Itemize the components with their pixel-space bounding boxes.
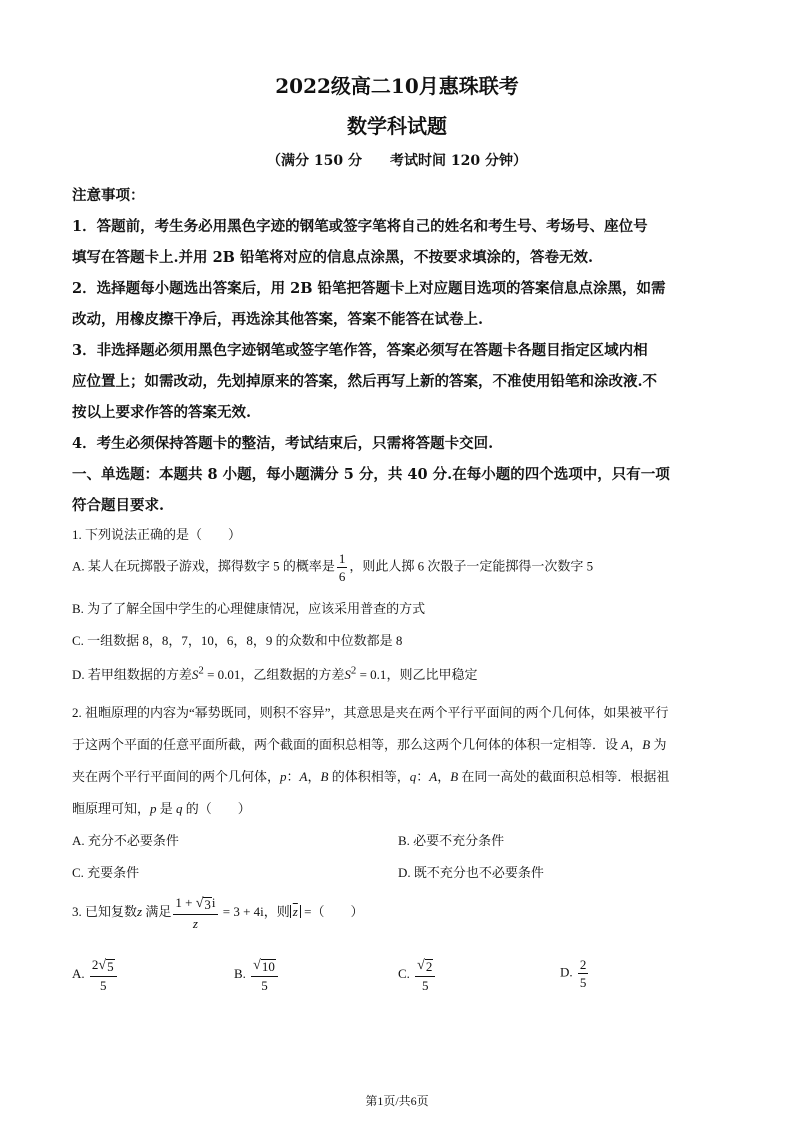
radicand: 10 (261, 959, 275, 974)
q1-d-text: D. 若甲组数据的方差 (72, 667, 192, 682)
fraction-numerator (173, 896, 217, 915)
var-a: A (621, 737, 630, 752)
q2-text: 暅原理可知， (72, 801, 151, 816)
q1-stem: 1. 下列说法正确的是（ ） (72, 527, 242, 542)
radical-sign: √ (98, 958, 107, 973)
q3-text: 3. 已知复数 (72, 904, 138, 920)
q1-option-d (72, 664, 477, 683)
sqrt (98, 959, 114, 974)
fraction-numerator (90, 958, 117, 977)
q2-line: 2. 祖暅原理的内容为“幂势既同，则积不容异”，其意思是夹在两个平行平面间的两个几何体，如果被平行 (72, 705, 669, 720)
radical-sign: √ (417, 958, 425, 973)
q2-text: 夹在两个平行平面间的两个几何体， (72, 769, 281, 784)
var-q: q (176, 801, 183, 816)
q2-option-c: C. 充要条件 (72, 865, 140, 880)
exponent: 2 (198, 664, 204, 677)
fraction-denominator: 5 (261, 978, 268, 994)
fraction (90, 958, 117, 992)
notice-line: 填写在答题卡上.并用 2B 铅笔将对应的信息点涂黑，不按要求填涂的，答卷无效. (72, 249, 594, 266)
var-b: B (320, 769, 329, 784)
notice-line: 4．考生必须保持答题卡的整洁，考试结束后，只需将答题卡交回. (72, 435, 494, 452)
fraction-denominator (191, 915, 200, 930)
fraction-numerator: 2 (579, 957, 587, 972)
q3-option-c (398, 958, 437, 992)
q2-option-b: B. 必要不充分条件 (398, 833, 505, 848)
q2-text: 为 (650, 737, 667, 752)
page-number: 第1页/共6页 (365, 1094, 429, 1108)
q2-option-a: A. 充分不必要条件 (72, 833, 179, 848)
option-label: A. (72, 966, 85, 982)
q1-a-text: A. 某人在玩掷骰子游戏，掷得数字 5 的概率是 (72, 558, 335, 574)
fraction-denominator: 5 (422, 978, 429, 994)
exam-title: 2022级高二10月惠珠联考 (275, 74, 519, 98)
var-q: q (409, 769, 417, 784)
variance-value: = 0.01 (203, 667, 241, 682)
exam-info (0, 150, 794, 170)
option-label: B. (234, 966, 246, 982)
q2-option-d: D. 既不充分也不必要条件 (398, 865, 544, 880)
score-info: （满分 150 分 (267, 153, 362, 169)
q1-d-text-end: ，则乙比甲稳定 (386, 667, 478, 682)
notice-line: 3．非选择题必须用黑色字迹钢笔或签字笔作答，答案必须写在答题卡各题目指定区域内相 (72, 342, 648, 359)
q1-option-b: B. 为了了解全国中学生的心理健康情况，应该采用普查的方式 (72, 601, 426, 616)
q2-text: 的体积相等， (328, 769, 410, 784)
notice-heading: 注意事项： (72, 187, 145, 204)
subject-title: 数学科试题 (347, 114, 447, 138)
fraction (173, 896, 217, 930)
notice-line: 应位置上；如需改动，先划掉原来的答案，然后再写上新的答案，不准使用铅笔和涂改液.不 (72, 373, 658, 390)
section-heading-cont: 符合题目要求. (72, 497, 165, 514)
notice-line: 1．答题前，考生务必用黑色字迹的钢笔或签字笔将自己的姓名和考生号、考场号、座位号 (72, 218, 648, 235)
fraction-numerator (415, 958, 435, 977)
coefficient: 2 (91, 957, 99, 972)
option-label: D. (560, 964, 573, 980)
numerator-part: 1 + (175, 895, 196, 910)
comma: ， (307, 769, 321, 784)
sqrt (417, 959, 433, 974)
fraction-numerator: 1 (338, 551, 346, 566)
notice-line: 按以上要求作答的答案无效. (72, 404, 252, 421)
q1-a-text-end: ，则此人掷 6 次骰子一定能掷得一次数字 5 (349, 558, 594, 574)
q3-equation: = 3 + 4i (219, 904, 264, 920)
var-z: z (137, 904, 143, 920)
variance-value: = 0.1 (356, 667, 387, 682)
radicand: 2 (425, 959, 433, 974)
radical-sign: √ (253, 958, 261, 973)
q2-text: 是 (156, 801, 177, 816)
q3-text: 满足 (142, 904, 172, 920)
option-label: C. (398, 966, 410, 982)
notice-line: 改动，用橡皮擦干净后，再选涂其他答案，答案不能答在试卷上. (72, 311, 484, 328)
sqrt (196, 897, 212, 912)
section-heading: 一、单选题：本题共 8 小题，每小题满分 5 分，共 40 分.在每小题的四个选项中，只有一项 (72, 466, 670, 483)
fraction-denominator: 5 (579, 975, 587, 990)
comma: ， (629, 737, 643, 752)
fraction-denominator: 5 (99, 978, 107, 994)
q3-text: =（ ） (300, 904, 364, 920)
q2-line (72, 766, 669, 785)
radicand: 5 (107, 959, 114, 974)
fraction (251, 958, 278, 992)
q2-text: 于这两个平面的任意平面所截，两个截面的面积总相等，那么这两个几何体的体积一定相等．设 (72, 737, 622, 752)
var-a: A (299, 769, 308, 784)
fraction-denominator: 6 (338, 569, 346, 584)
time-info: 考试时间 120 分钟） (390, 153, 527, 169)
notice-section (72, 180, 732, 521)
colon: ： (416, 769, 430, 784)
fraction (415, 958, 435, 992)
conjugate-z: $\overline{z}$ (292, 904, 298, 920)
q1-d-text-mid: ，乙组数据的方差 (240, 667, 345, 682)
var-p: p (280, 769, 287, 784)
fraction-numerator (251, 958, 278, 977)
q2-text: 在同一高处的截面积总相等．根据祖 (458, 769, 670, 784)
var-b: B (450, 769, 459, 784)
q3-option-b (234, 958, 280, 992)
var-z: z (192, 916, 198, 932)
exponent: 2 (350, 664, 357, 677)
q2-line (72, 734, 666, 753)
q3-option-a (72, 958, 119, 992)
q3-text: ，则 (263, 904, 290, 920)
radicand: 3 (204, 897, 211, 912)
q3-option-d (560, 958, 590, 989)
var-p: p (150, 801, 157, 816)
imaginary-unit: i (211, 895, 216, 910)
sqrt (253, 959, 276, 974)
var-a: A (429, 769, 438, 784)
q2-line (72, 798, 251, 817)
var-b: B (642, 737, 651, 752)
fraction (578, 958, 589, 989)
fraction (337, 552, 348, 583)
variance-symbol: S (344, 667, 351, 682)
q2-text: 的（ ） (182, 801, 251, 816)
q1-option-a (72, 552, 593, 583)
comma: ， (437, 769, 451, 784)
absolute-value (290, 905, 301, 918)
radical-sign: √ (195, 896, 204, 911)
colon: ： (286, 769, 300, 784)
q1-option-c: C. 一组数据 8，8，7，10，6，8，9 的众数和中位数都是 8 (72, 633, 403, 648)
q3-stem (72, 896, 363, 930)
notice-line: 2．选择题每小题选出答案后，用 2B 铅笔把答题卡上对应题目选项的答案信息点涂黑，如需 (72, 280, 666, 297)
variance-symbol: S (191, 667, 199, 682)
